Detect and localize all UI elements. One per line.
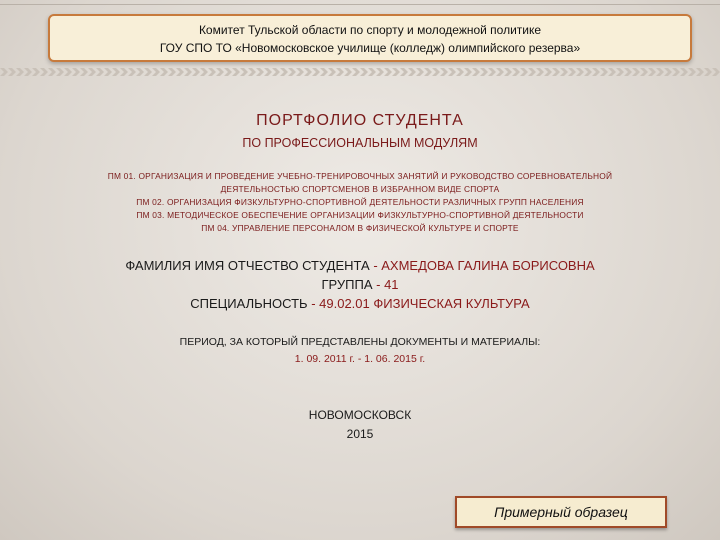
chevron-mark bbox=[528, 68, 536, 76]
top-divider bbox=[0, 4, 720, 5]
chevron-mark bbox=[584, 68, 592, 76]
chevron-mark bbox=[360, 68, 368, 76]
year: 2015 bbox=[346, 427, 374, 441]
chevron-mark bbox=[296, 68, 304, 76]
module-text: МЕТОДИЧЕСКОЕ ОБЕСПЕЧЕНИЕ ОРГАНИЗАЦИИ ФИЗКУЛЬТУРНО-СПОРТИВНОЙ ДЕЯТЕЛЬНОСТИ bbox=[167, 210, 584, 220]
chevron-mark bbox=[704, 68, 712, 76]
chevron-mark bbox=[352, 68, 360, 76]
chevron-mark bbox=[664, 68, 672, 76]
module-list bbox=[70, 170, 650, 235]
chevron-mark bbox=[224, 68, 232, 76]
chevron-mark bbox=[608, 68, 616, 76]
module-code: ПМ 04. bbox=[201, 223, 230, 233]
chevron-mark bbox=[376, 68, 384, 76]
sample-label-box: Примерный образец bbox=[455, 496, 667, 528]
chevron-mark bbox=[304, 68, 312, 76]
student-name-row bbox=[0, 256, 720, 275]
module-item-3 bbox=[70, 209, 650, 222]
chevron-mark bbox=[8, 68, 16, 76]
chevron-mark bbox=[192, 68, 200, 76]
chevron-mark bbox=[536, 68, 544, 76]
chevron-mark bbox=[616, 68, 624, 76]
chevron-mark bbox=[424, 68, 432, 76]
module-item-4 bbox=[70, 222, 650, 235]
chevron-mark bbox=[208, 68, 216, 76]
city-block bbox=[0, 406, 720, 444]
chevron-mark bbox=[280, 68, 288, 76]
student-name-value: - АХМЕДОВА ГАЛИНА БОРИСОВНА bbox=[373, 258, 595, 273]
chevron-mark bbox=[696, 68, 704, 76]
module-item-1 bbox=[70, 170, 650, 183]
module-item-1-cont bbox=[70, 183, 650, 196]
module-text: ОРГАНИЗАЦИЯ И ПРОВЕДЕНИЕ УЧЕБНО-ТРЕНИРОВОЧНЫХ ЗАНЯТИЙ И РУКОВОДСТВО СОРЕВНОВАТЕЛЬНОЙ bbox=[138, 171, 613, 181]
chevron-mark bbox=[176, 68, 184, 76]
chevron-mark bbox=[56, 68, 64, 76]
module-item-2 bbox=[70, 196, 650, 209]
page-subtitle: ПО ПРОФЕССИОНАЛЬНЫМ МОДУЛЯМ bbox=[242, 136, 478, 150]
chevron-mark bbox=[48, 68, 56, 76]
chevron-mark bbox=[648, 68, 656, 76]
student-specialty-value: - 49.02.01 ФИЗИЧЕСКАЯ КУЛЬТУРА bbox=[311, 296, 530, 311]
chevron-mark bbox=[544, 68, 552, 76]
chevron-mark bbox=[392, 68, 400, 76]
student-info bbox=[0, 256, 720, 313]
chevron-mark bbox=[560, 68, 568, 76]
chevron-mark bbox=[128, 68, 136, 76]
chevron-mark bbox=[568, 68, 576, 76]
chevron-mark bbox=[672, 68, 680, 76]
page-title: ПОРТФОЛИО СТУДЕНТА bbox=[256, 112, 464, 129]
chevron-mark bbox=[264, 68, 272, 76]
chevron-mark bbox=[496, 68, 504, 76]
chevron-mark bbox=[248, 68, 256, 76]
chevron-mark bbox=[368, 68, 376, 76]
city-name: НОВОМОСКОВСК bbox=[308, 408, 412, 422]
chevron-mark bbox=[64, 68, 72, 76]
chevron-mark bbox=[184, 68, 192, 76]
chevron-mark bbox=[32, 68, 40, 76]
chevron-mark bbox=[480, 68, 488, 76]
chevron-mark bbox=[80, 68, 88, 76]
chevron-mark bbox=[96, 68, 104, 76]
chevron-mark bbox=[104, 68, 112, 76]
chevron-mark bbox=[328, 68, 336, 76]
chevron-mark bbox=[464, 68, 472, 76]
chevron-mark bbox=[0, 68, 8, 76]
chevron-mark bbox=[136, 68, 144, 76]
chevron-mark bbox=[600, 68, 608, 76]
chevron-mark bbox=[656, 68, 664, 76]
period-block bbox=[0, 334, 720, 368]
chevron-mark bbox=[120, 68, 128, 76]
module-text: ДЕЯТЕЛЬНОСТЬЮ СПОРТСМЕНОВ В ИЗБРАННОМ ВИДЕ СПОРТА bbox=[220, 184, 500, 194]
chevron-mark bbox=[432, 68, 440, 76]
chevron-mark bbox=[336, 68, 344, 76]
chevron-mark bbox=[448, 68, 456, 76]
chevron-mark bbox=[312, 68, 320, 76]
chevron-divider bbox=[0, 68, 720, 76]
period-value: 1. 09. 2011 г. - 1. 06. 2015 г. bbox=[294, 353, 426, 365]
header-line-school: ГОУ СПО ТО «Новомосковское училище (колледж) олимпийского резерва» bbox=[159, 41, 581, 55]
module-code: ПМ 02. bbox=[136, 197, 165, 207]
chevron-mark bbox=[632, 68, 640, 76]
chevron-mark bbox=[152, 68, 160, 76]
chevron-mark bbox=[384, 68, 392, 76]
header-box bbox=[48, 14, 692, 62]
student-group-value: - 41 bbox=[376, 277, 399, 292]
chevron-mark bbox=[288, 68, 296, 76]
period-label: ПЕРИОД, ЗА КОТОРЫЙ ПРЕДСТАВЛЕНЫ ДОКУМЕНТЫ И МАТЕРИАЛЫ: bbox=[179, 336, 541, 348]
chevron-mark bbox=[640, 68, 648, 76]
chevron-mark bbox=[624, 68, 632, 76]
chevron-mark bbox=[504, 68, 512, 76]
student-specialty-label: СПЕЦИАЛЬНОСТЬ bbox=[190, 296, 308, 311]
chevron-mark bbox=[232, 68, 240, 76]
chevron-mark bbox=[488, 68, 496, 76]
chevron-mark bbox=[344, 68, 352, 76]
chevron-mark bbox=[520, 68, 528, 76]
module-code: ПМ 03. bbox=[136, 210, 165, 220]
chevron-mark bbox=[576, 68, 584, 76]
chevron-mark bbox=[472, 68, 480, 76]
chevron-mark bbox=[160, 68, 168, 76]
chevron-mark bbox=[272, 68, 280, 76]
chevron-mark bbox=[512, 68, 520, 76]
chevron-mark bbox=[216, 68, 224, 76]
chevron-mark bbox=[592, 68, 600, 76]
chevron-mark bbox=[256, 68, 264, 76]
module-text: ОРГАНИЗАЦИЯ ФИЗКУЛЬТУРНО-СПОРТИВНОЙ ДЕЯТЕЛЬНОСТИ РАЗЛИЧНЫХ ГРУПП НАСЕЛЕНИЯ bbox=[166, 197, 584, 207]
chevron-mark bbox=[72, 68, 80, 76]
chevron-mark bbox=[88, 68, 96, 76]
chevron-mark bbox=[552, 68, 560, 76]
chevron-mark bbox=[24, 68, 32, 76]
chevron-mark bbox=[416, 68, 424, 76]
chevron-mark bbox=[456, 68, 464, 76]
chevron-mark bbox=[408, 68, 416, 76]
chevron-mark bbox=[168, 68, 176, 76]
chevron-mark bbox=[712, 68, 720, 76]
chevron-mark bbox=[320, 68, 328, 76]
chevron-mark bbox=[688, 68, 696, 76]
chevron-mark bbox=[144, 68, 152, 76]
student-specialty-row bbox=[0, 294, 720, 313]
chevron-mark bbox=[240, 68, 248, 76]
module-code: ПМ 01. bbox=[107, 171, 136, 181]
header-line-committee: Комитет Тульской области по спорту и молодежной политике bbox=[198, 23, 542, 37]
student-group-row bbox=[0, 275, 720, 294]
student-group-label: ГРУППА bbox=[321, 277, 373, 292]
chevron-mark bbox=[680, 68, 688, 76]
chevron-mark bbox=[112, 68, 120, 76]
chevron-mark bbox=[400, 68, 408, 76]
student-name-label: ФАМИЛИЯ ИМЯ ОТЧЕСТВО СТУДЕНТА bbox=[125, 258, 370, 273]
chevron-mark bbox=[440, 68, 448, 76]
module-text: УПРАВЛЕНИЕ ПЕРСОНАЛОМ В ФИЗИЧЕСКОЙ КУЛЬТУРЕ И СПОРТЕ bbox=[232, 223, 519, 233]
chevron-mark bbox=[40, 68, 48, 76]
chevron-mark bbox=[200, 68, 208, 76]
chevron-mark bbox=[16, 68, 24, 76]
